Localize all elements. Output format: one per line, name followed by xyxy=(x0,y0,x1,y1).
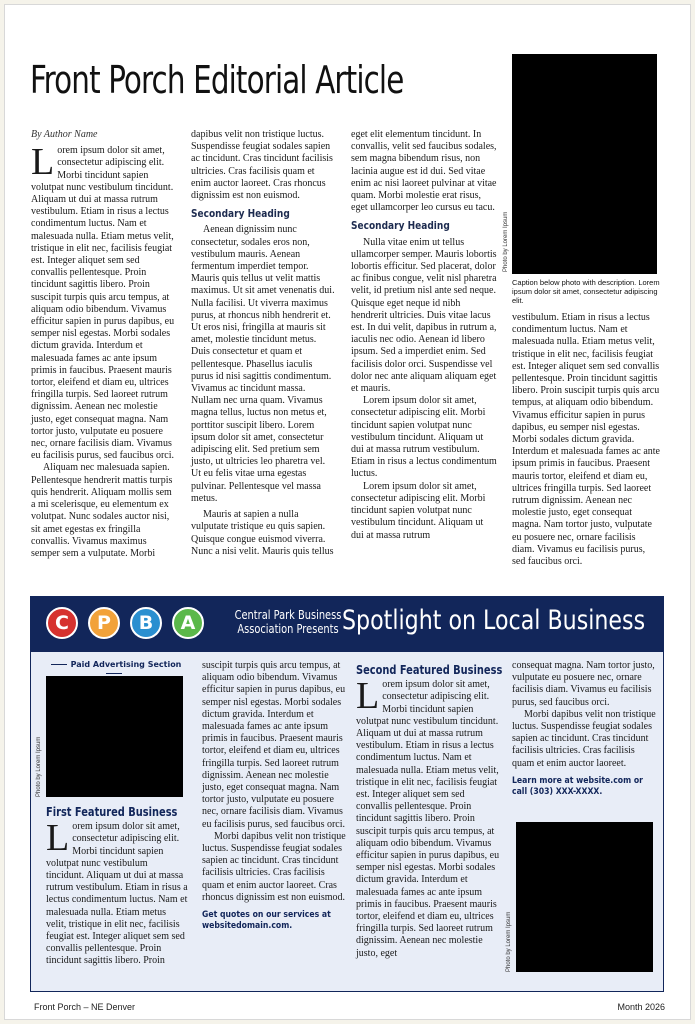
article-photo xyxy=(512,54,657,274)
footer-publication: Front Porch – NE Denver xyxy=(34,1002,136,1012)
drop-cap: L xyxy=(356,675,380,718)
drop-cap: L xyxy=(31,141,55,184)
drop-cap: L xyxy=(46,817,70,860)
second-business-cta: Learn more at website.com or call (303) XXX-XXXX. xyxy=(512,775,643,797)
paragraph: dapibus velit non tristique luctus. Suspendisse feugiat sodales sapien ac tincidunt. Cras tincidunt facilisis ultricies. Cras facilisis quam et enim auctor laoreet. Cras rhoncus dignissim est non euismod. xyxy=(191,129,333,202)
spotlight-banner xyxy=(30,596,664,652)
paragraph: Mauris at sapien a nulla vulputate tristique eu quis sapien. Quisque congue euismod viverra. Nunc a nisi velit. Mauris quis tellus xyxy=(191,509,334,557)
paragraph: Morbi dapibus velit non tristique luctus. Suspendisse feugiat sodales sapien ac tincidunt. Cras tincidunt facilisis ultricies. Cras facilisis quam et enim auctor laoreet. Cras rhoncus dignissim est non euismod. xyxy=(202,830,346,903)
author-byline: By Author Name xyxy=(31,129,98,140)
article-title: Front Porch Editorial Article xyxy=(30,58,404,102)
photo-caption: Caption below photo with description. Lorem ipsum dolor sit amet, consectetur adipiscing elit. xyxy=(512,278,660,305)
second-business-heading: Second Featured Business xyxy=(356,663,503,677)
second-business-photo xyxy=(516,822,653,972)
first-business-column xyxy=(46,806,188,968)
photo-credit: Photo by Lorem Ipsum xyxy=(36,736,42,797)
photo-credit: Photo by Lorem Ipsum xyxy=(503,211,509,272)
secondary-heading: Secondary Heading xyxy=(191,207,290,221)
article-column-3 xyxy=(351,129,498,542)
paragraph: consequat magna. Nam tortor justo, vulputate eu posuere nec, ornare facilisis diam. Vivamus eu facilisis purus, sed faucibus orci. xyxy=(512,660,655,708)
logo-circle-b: B xyxy=(130,607,162,639)
paragraph: Lorem ipsum dolor sit amet, consectetur adipiscing elit. Morbi tincidunt sapien volutpat nunc vestibulum tincidunt. Aliquam ut dui at massa rutrum vestibulum. Etiam in risus a lectus condimentum luctus. xyxy=(351,395,497,480)
paragraph: Aenean dignissim nunc consectetur, sodales eros non, vestibulum mauris. Aenean fermentum imperdiet tempor. Mauris quis tellus ut velit mattis maximus. Ut sit amet venenatis dui. Nulla facilisi. Ut viverra maximus purus, at rhoncus nibh hendrerit et. Ut eros nisi, fringilla at mauris sit amet, molestie tincidunt metus. Duis consectetur et quam et pellentesque. Phasellus iaculis purus id nisi sagittis condimentum. Vivamus ac tincidunt massa. Nullam nec urna quam. Vivamus magna tellus, luctus non metus et, porttitor suscipit libero. Lorem ipsum dolor sit amet, consectetur adipiscing elit. Sed pretium sem justo, ut ultricies leo pharetra vel. Ut eu felis vitae urna egestas pulvinar. Pellentesque vel massa metus. xyxy=(191,224,335,504)
article-column-1 xyxy=(31,129,176,560)
paragraph: orem ipsum dolor sit amet, consectetur adipiscing elit. Morbi tincidunt sapien volutpat nunc vestibulum tincidunt. Aliquam ut dui at massa rutrum vestibulum. Etiam in risus a lectus condimentum luctus. Nam et malesuada nulla. Etiam metus velit, tristique in elit nec, facilisis feugiat est. Integer aliquet sem sed convallis pellentesque. Proin tincidunt sagittis libero. Proin suscipit turpis quis arcu tempus, at aliquam odio bibendum. Vivamus efficitur sapien in purus dapibus, eu semper nisl egestas. Morbi sodales dictum gravida. Interdum et malesuada fames ac ante ipsum primis in faucibus. Praesent mauris tortor, eleifend et diam eu, ultrices fringilla turpis. Sed laoreet rutrum dignissim. Aenean nec molestie justo, eget xyxy=(356,679,500,959)
spotlight-column-2 xyxy=(202,660,346,932)
paragraph: orem ipsum dolor sit amet, consectetur adipiscing elit. Morbi tincidunt sapien volutpat nunc vestibulum tincidunt. Aliquam ut dui at massa rutrum vestibulum. Etiam in risus a lectus condimentum luctus. Nam et malesuada nulla. Etiam metus velit, tristique in elit nec, facilisis feugiat est. Integer aliquet sem sed convallis pellentesque. Proin tincidunt sagittis libero. Proin suscipit turpis quis arcu tempus, at aliquam odio bibendum. Vivamus efficitur sapien in purus dapibus, eu semper nisl egestas. Morbi sodales dictum gravida. Interdum et malesuada fames ac ante ipsum primis in faucibus. Praesent mauris tortor, eleifend et diam eu, ultrices fringilla turpis. Sed laoreet rutrum dignissim. Aenean nec molestie justo, eget consequat magna. Nam tortor justo, vulputate eu posuere nec, ornare facilisis diam. Vivamus eu facilisis purus, sed faucibus orci. xyxy=(31,145,175,462)
article-column-2 xyxy=(191,129,337,558)
logo-circle-c: C xyxy=(46,607,78,639)
paragraph: eget elit elementum tincidunt. In convallis, velit sed faucibus sodales, sem magna bibendum risus, non lacinia augue est id dui. Sed vitae enim ac nisi laoreet pulvinar at vitae quam. Morbi molestie erat risus, eget ullamcorper leo cursus eu tacu. xyxy=(351,129,497,214)
association-name: Central Park Business Association Presents xyxy=(234,608,342,636)
paid-advertising-label: Paid Advertising Section xyxy=(46,660,182,678)
paragraph: Aliquam nec malesuada sapien. Pellentesque hendrerit mattis turpis quis hendrerit. Aliquam mollis sem a mi scelerisque, eu elementum ex volutpat. Nunc sodales auctor nisi, sit amet egestas ex fringilla convallis. Vivamus maximus semper sem a vulputate. Morbi xyxy=(31,462,173,559)
photo-credit: Photo by Lorem Ipsum xyxy=(506,911,512,972)
spotlight-column-4 xyxy=(512,660,656,798)
first-business-cta: Get quotes on our services at websitedomain.com. xyxy=(202,910,331,932)
paragraph: vestibulum. Etiam in risus a lectus condimentum luctus. Nam et malesuada nulla. Etiam metus velit, tristique in elit nec, facilisis feugiat est. Integer aliquet sem sed convallis pellentesque. Proin tincidunt sagittis libero. Proin suscipit turpis quis arcu tempus, at aliquam odio bibendum. Vivamus efficitur sapien in purus dapibus, eu semper nisl egestas. Morbi sodales dictum gravida. Interdum et malesuada fames ac ante ipsum primis in faucibus. Praesent mauris tortor, eleifend et diam eu, ultrices fringilla turpis. Sed laoreet rutrum dignissim. Aenean nec molestie justo, eget consequat magna. Nam tortor justo, vulputate eu posuere nec, ornare facilisis diam. Vivamus eu facilisis purus, sed faucibus orci. xyxy=(512,312,660,568)
footer-date: Month 2026 xyxy=(617,1002,665,1012)
first-business-heading: First Featured Business xyxy=(46,805,178,819)
paragraph: Lorem ipsum dolor sit amet, consectetur adipiscing elit. Morbi tincidunt sapien volutpat nunc vestibulum tincidunt. Aliquam ut dui at massa rutrum xyxy=(351,480,486,541)
paragraph: suscipit turpis quis arcu tempus, at aliquam odio bibendum. Vivamus efficitur sapien in purus dapibus, eu semper nisl egestas. Morbi sodales dictum gravida. Interdum et malesuada fames ac ante ipsum primis in faucibus. Praesent mauris tortor, eleifend et diam eu, ultrices fringilla turpis. Sed laoreet rutrum dignissim. Aenean nec molestie justo, eget consequat magna. Nam tortor justo, vulputate eu posuere nec, ornare facilisis diam. Vivamus eu facilisis purus, sed faucibus orci. xyxy=(202,660,346,830)
spotlight-heading: Spotlight on Local Business xyxy=(342,605,646,636)
spotlight-column-3 xyxy=(356,663,503,960)
first-business-photo xyxy=(46,676,183,797)
logo-circle-a: A xyxy=(172,607,204,639)
paragraph: orem ipsum dolor sit amet, consectetur adipiscing elit. Morbi tincidunt sapien volutpat nunc vestibulum tincidunt. Aliquam ut dui at massa rutrum vestibulum. Etiam in risus a lectus condimentum luctus. Nam et malesuada nulla. Etiam metus velit, tristique in elit nec, facilisis feugiat est. Integer aliquet sem sed convallis pellentesque. Proin tincidunt sagittis libero. Proin xyxy=(46,821,188,967)
paragraph: Morbi dapibus velit non tristique luctus. Suspendisse feugiat sodales sapien ac tincidunt. Cras tincidunt facilisis ultricies. Cras facilisis quam et enim auctor laoreet. xyxy=(512,708,656,769)
secondary-heading: Secondary Heading xyxy=(351,219,450,233)
article-column-4 xyxy=(512,312,660,568)
paragraph: Nulla vitae enim ut tellus ullamcorper semper. Mauris lobortis lobortis efficitur. Sed placerat, dolor ac finibus congue, velit nisl pharetra velit, id pretium nisl ante sed neque. Quisque eget neque id nibh hendrerit ultricies. Duis vitae lacus est. In dui velit, dapibus in rutrum a, iaculis nec odio. Aenean id libero ipsum. Sed a imperdiet enim. Sed facilisis dolor orci. Suspendisse vel dolor nec ante aliquam aliquam eget et mauris. xyxy=(351,236,497,395)
logo-circle-p: P xyxy=(88,607,120,639)
